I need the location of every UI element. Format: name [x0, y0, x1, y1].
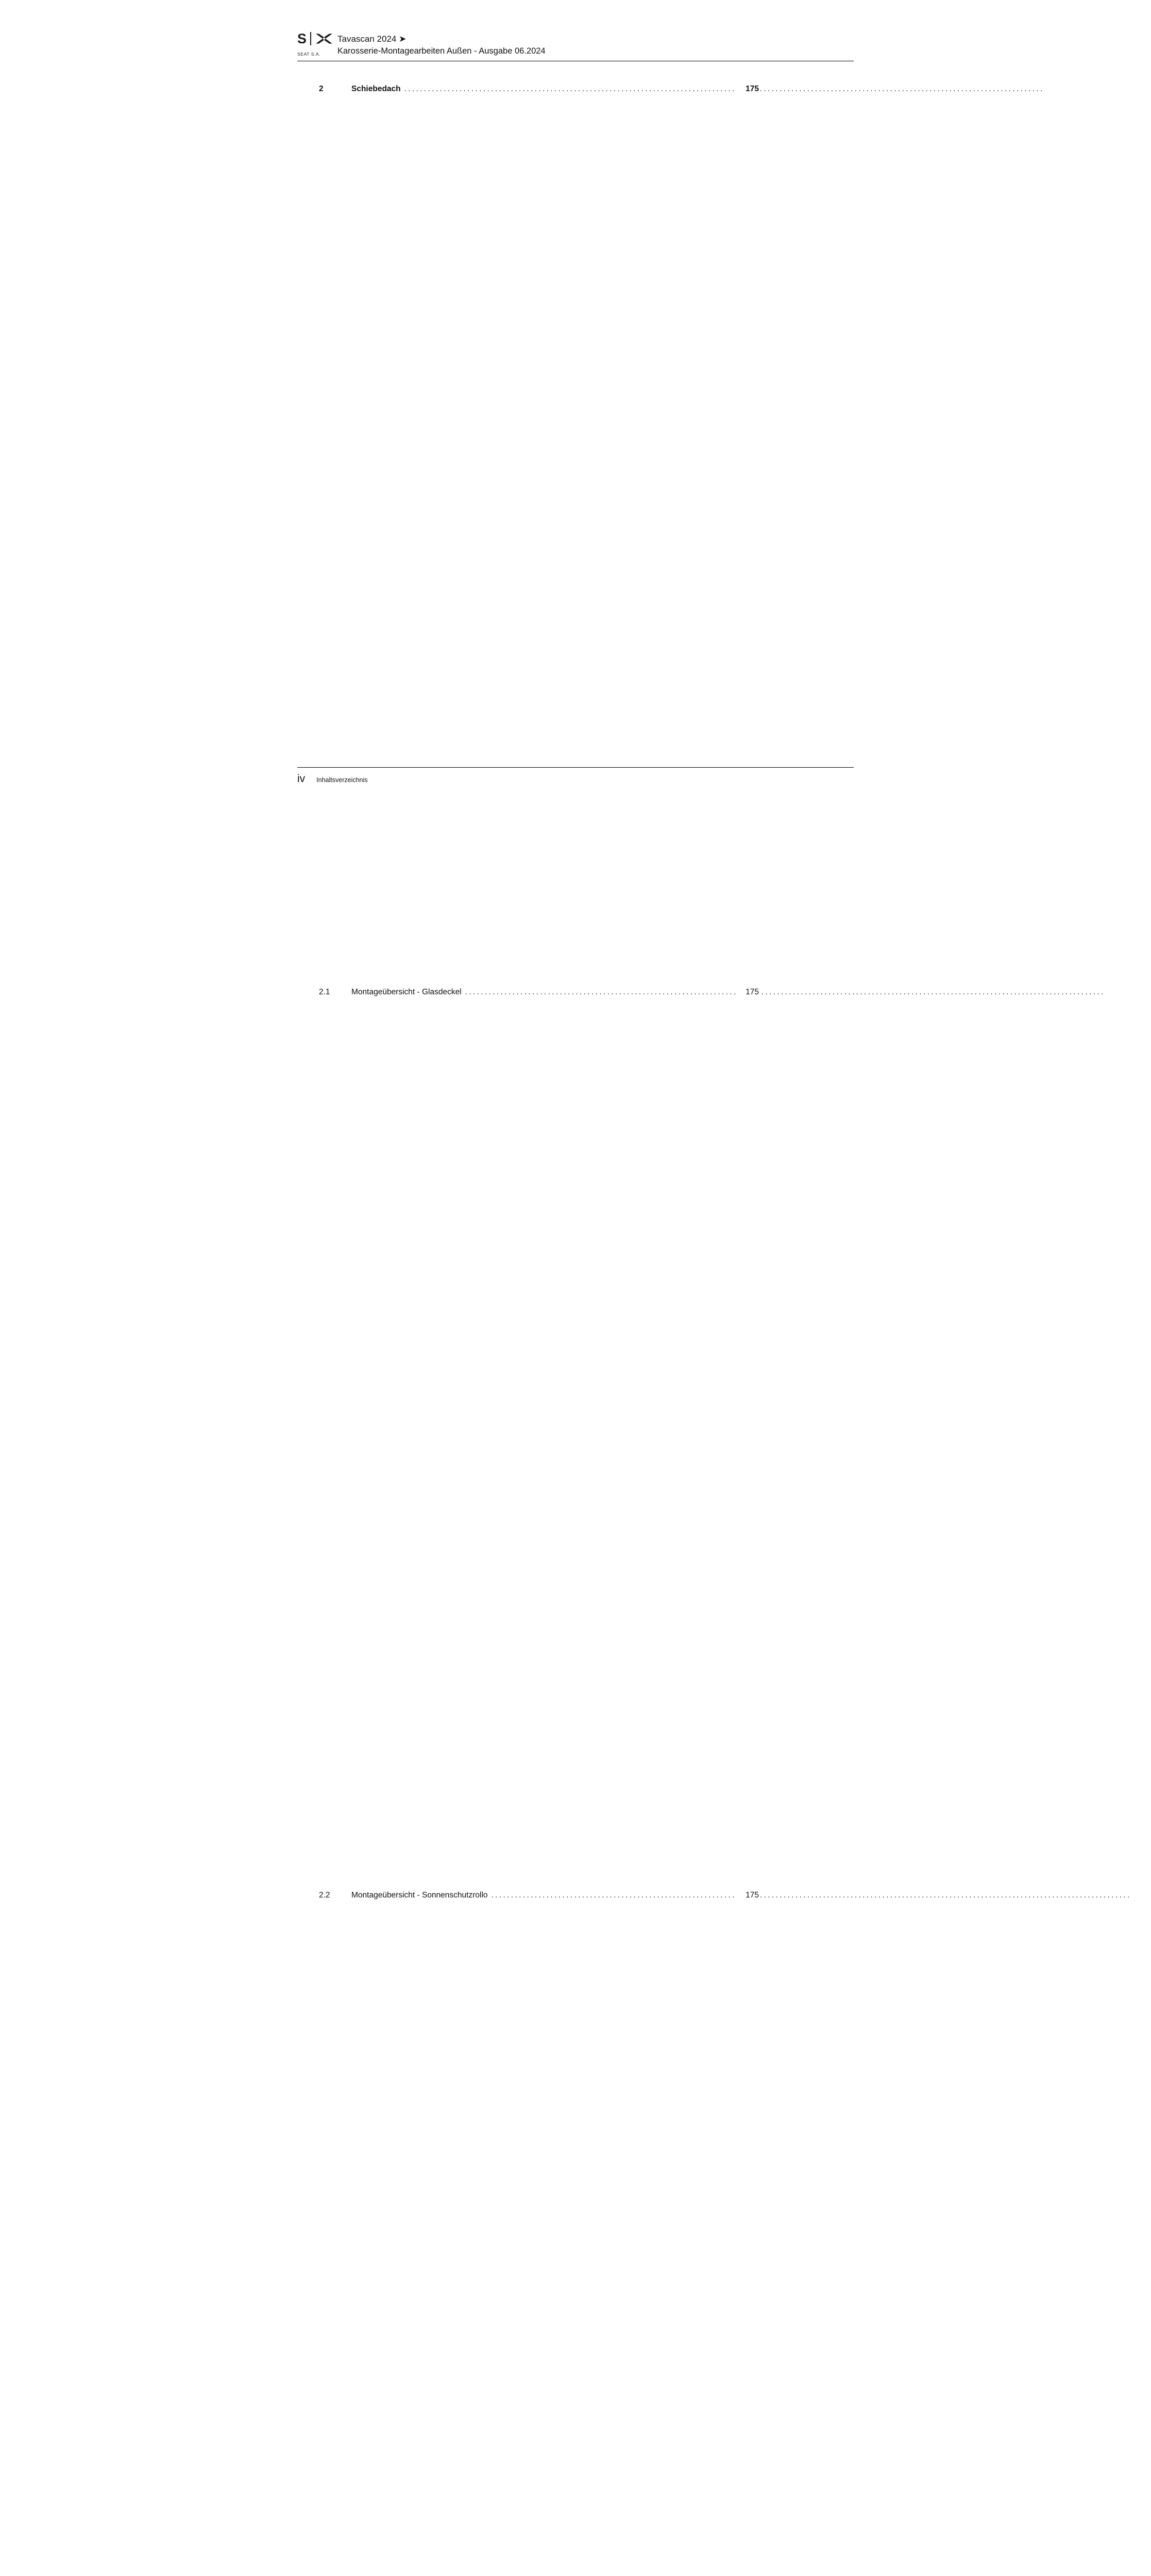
cupra-emblem-icon	[315, 32, 333, 45]
header-titles	[337, 34, 546, 56]
toc-entry-number: 2.1	[319, 988, 330, 996]
footer-section-label: Inhaltsverzeichnis	[316, 776, 368, 784]
seat-s-logo: S	[297, 30, 307, 46]
toc-entry-page: 175	[735, 986, 759, 1889]
logo-divider	[310, 32, 311, 45]
toc-section-row[interactable]	[319, 83, 759, 986]
manual-toc-page	[256, 0, 895, 1900]
toc-entry-page: 175	[735, 1889, 759, 2576]
footer-page-number: iv	[297, 773, 306, 785]
toc-entry-row[interactable]	[319, 1889, 759, 2576]
dot-leader	[492, 1889, 732, 1901]
toc-entry-number: 2	[319, 84, 324, 93]
toc-entry-number: 2.2	[319, 1891, 330, 1900]
toc-list	[297, 78, 759, 2576]
footer-rule	[297, 767, 854, 768]
seat-cupra-logo	[297, 30, 333, 47]
dot-leader	[404, 83, 732, 95]
model-title: Tavascan 2024 ➤	[337, 34, 407, 44]
dot-leader	[465, 986, 732, 998]
toc-entry-title: Montageübersicht - Sonnenschutzrollo	[351, 1891, 488, 1900]
toc-entry-page: 175	[735, 83, 759, 986]
brand-name: SEAT S.A.	[297, 52, 321, 57]
toc-entry-row[interactable]	[319, 986, 759, 1889]
toc-entry-title: Montageübersicht - Glasdeckel	[351, 988, 462, 996]
toc-entry-title: Schiebedach	[351, 84, 401, 93]
page-footer	[297, 773, 368, 785]
document-title: Karosserie-Montagearbeiten Außen - Ausgabe 06.2024	[337, 46, 546, 56]
